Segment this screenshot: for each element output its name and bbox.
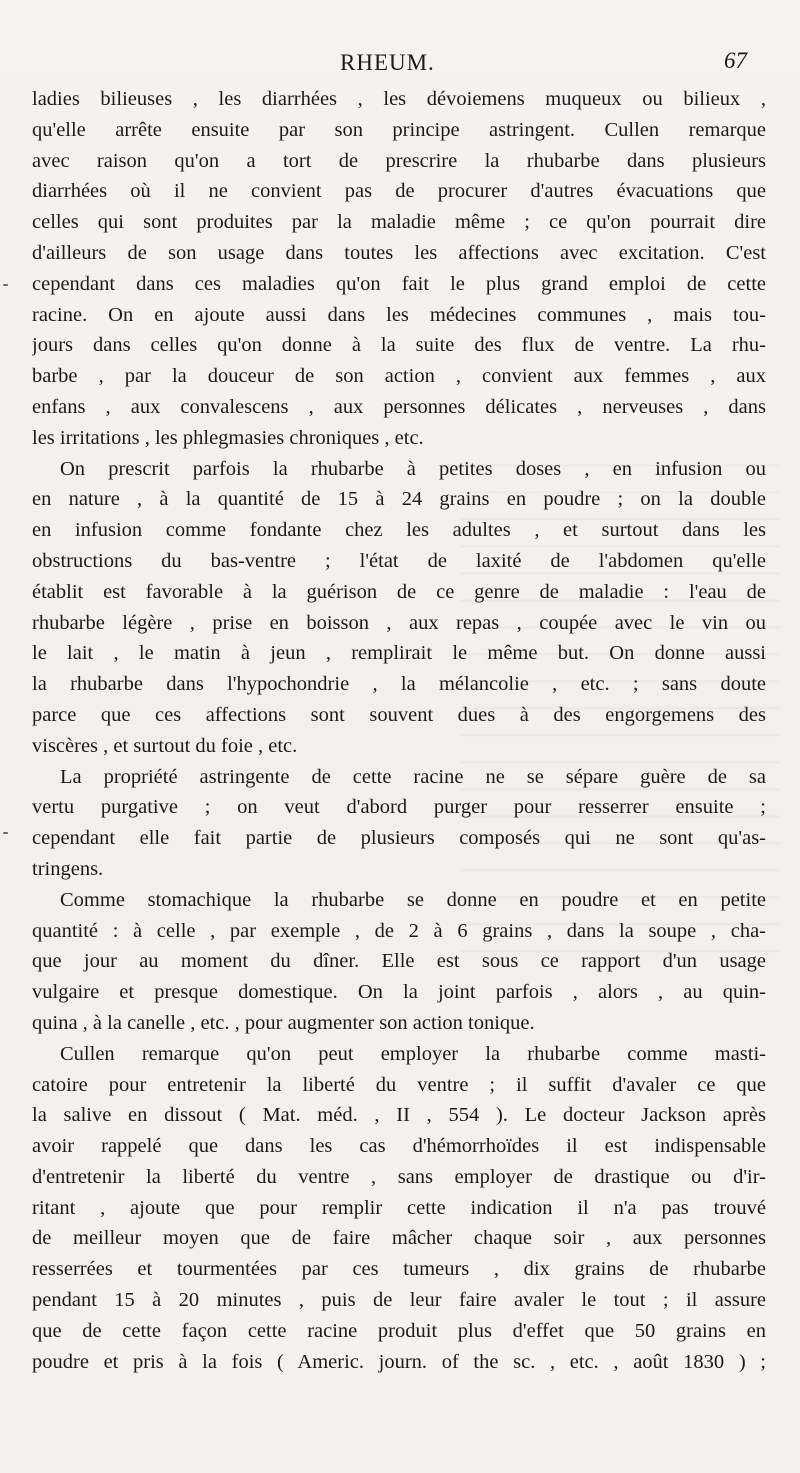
text-line: ladies bilieuses , les diarrhées , les dévoiemens muqueux ou bilieux ,: [32, 88, 766, 110]
text-line: d'entretenir la liberté du ventre , sans employer de drastique ou d'ir-: [32, 1165, 766, 1188]
body-text: [32, 84, 766, 1377]
text-line: la salive en dissout ( Mat. méd. , II , 554 ). Le docteur Jackson après: [32, 1104, 766, 1127]
text-line: pendant 15 à 20 minutes , puis de leur faire avaler le tout ; il assure: [32, 1289, 766, 1312]
text-line: jours dans celles qu'on donne à la suite des flux de ventre. La rhu-: [32, 334, 766, 357]
text-line: cependant dans ces maladies qu'on fait le plus grand emploi de cette: [32, 272, 766, 295]
text-line: vertu purgative ; on veut d'abord purger pour resserrer ensuite ;: [32, 796, 766, 819]
text-line: d'ailleurs de son usage dans toutes les affections avec excitation. C'est: [32, 241, 766, 264]
text-line: quantité : à celle , par exemple , de 2 à 6 grains , dans la soupe , cha-: [32, 919, 766, 942]
text-line: de meilleur moyen que de faire mâcher chaque soir , aux personnes: [32, 1227, 766, 1250]
text-line: en nature , à la quantité de 15 à 24 grains en poudre ; on la double: [32, 488, 766, 511]
text-line: vulgaire et presque domestique. On la joint parfois , alors , au quin-: [32, 981, 766, 1004]
text-line: viscères , et surtout du foie , etc.: [32, 734, 298, 757]
page-number: 67: [724, 48, 747, 73]
text-line: racine. On en ajoute aussi dans les médecines communes , mais tou-: [32, 303, 766, 326]
text-line: cependant elle fait partie de plusieurs composés qui ne sont qu'as-: [32, 827, 766, 850]
margin-mark: [3, 832, 8, 834]
text-line: tringens.: [32, 857, 104, 880]
page-header: [0, 48, 800, 84]
text-line: poudre et pris à la fois ( Americ. journ. of the sc. , etc. , août 1830 ) ;: [32, 1350, 766, 1373]
text-line: en infusion comme fondante chez les adultes , et surtout dans les: [32, 519, 766, 542]
text-line: que de cette façon cette racine produit plus d'effet que 50 grains en: [32, 1319, 766, 1342]
text-line: avec raison qu'on a tort de prescrire la rhubarbe dans plusieurs: [32, 149, 766, 172]
margin-mark: [3, 284, 8, 286]
text-line: La propriété astringente de cette racine ne se sépare guère de sa: [60, 765, 766, 788]
text-line: la rhubarbe dans l'hypochondrie , la mélancolie , etc. ; sans doute: [32, 673, 766, 696]
text-line: enfans , aux convalescens , aux personnes délicates , nerveuses , dans: [32, 395, 766, 418]
text-line: ritant , ajoute que pour remplir cette indication il n'a pas trouvé: [32, 1196, 766, 1219]
text-line: qu'elle arrête ensuite par son principe astringent. Cullen remarque: [32, 118, 766, 141]
text-line: établit est favorable à la guérison de ce genre de maladie : l'eau de: [32, 580, 766, 603]
running-head: RHEUM.: [340, 50, 435, 75]
text-line: parce que ces affections sont souvent dues à des engorgemens des: [32, 703, 766, 726]
text-line: barbe , par la douceur de son action , convient aux femmes , aux: [32, 365, 766, 388]
text-line: catoire pour entretenir la liberté du ventre ; il suffit d'avaler ce que: [32, 1073, 766, 1096]
text-line: rhubarbe légère , prise en boisson , aux repas , coupée avec le vin ou: [32, 611, 766, 634]
text-line: On prescrit parfois la rhubarbe à petites doses , en infusion ou: [60, 457, 766, 480]
text-line: celles qui sont produites par la maladie même ; ce qu'on pourrait dire: [32, 211, 766, 234]
text-line: Comme stomachique la rhubarbe se donne en poudre et en petite: [60, 888, 766, 911]
text-line: avoir rappelé que dans les cas d'hémorrhoïdes il est indispensable: [32, 1135, 766, 1158]
text-line: le lait , le matin à jeun , remplirait le même but. On donne aussi: [32, 642, 766, 665]
text-line: Cullen remarque qu'on peut employer la rhubarbe comme masti-: [60, 1042, 766, 1065]
text-line: obstructions du bas-ventre ; l'état de laxité de l'abdomen qu'elle: [32, 549, 766, 572]
text-line: diarrhées où il ne convient pas de procurer d'autres évacuations que: [32, 180, 766, 203]
text-line: les irritations , les phlegmasies chroniques , etc.: [32, 426, 424, 449]
text-line: quina , à la canelle , etc. , pour augmenter son action tonique.: [32, 1011, 535, 1034]
text-line: resserrées et tourmentées par ces tumeurs , dix grains de rhubarbe: [32, 1258, 766, 1281]
text-line: que jour au moment du dîner. Elle est sous ce rapport d'un usage: [32, 950, 766, 973]
